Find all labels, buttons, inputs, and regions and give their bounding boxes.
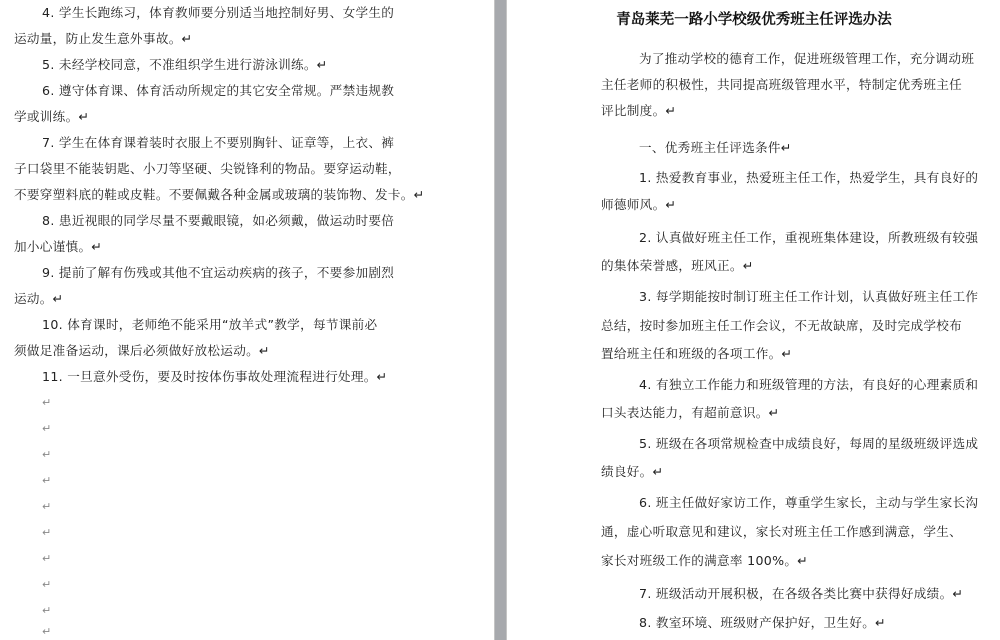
text-line: 4. 有独立工作能力和班级管理的方法，有良好的心理素质和 — [639, 377, 979, 392]
paragraph-mark: ↵ — [42, 578, 52, 591]
text-line: 子口袋里不能装钥匙、小刀等坚硬、尖锐锋利的物品。要穿运动鞋， — [14, 161, 401, 176]
text-line: 11. 一旦意外受伤，要及时按体伤事故处理流程进行处理。↵ — [42, 369, 388, 384]
text-line: 加小心谨慎。↵ — [14, 239, 103, 254]
section-heading: 一、优秀班主任评选条件↵ — [639, 140, 792, 155]
text-line: 评比制度。↵ — [601, 103, 677, 118]
paragraph-mark: ↵ — [42, 604, 52, 617]
paragraph-mark: ↵ — [42, 422, 52, 435]
document-page-right[interactable] — [506, 0, 1000, 640]
text-line: 2. 认真做好班主任工作，重视班集体建设，所教班级有较强 — [639, 230, 979, 245]
text-line: 运动。↵ — [14, 291, 64, 306]
text-line: 绩良好。↵ — [601, 464, 664, 479]
paragraph-mark: ↵ — [42, 448, 52, 461]
text-line: 学或训练。↵ — [14, 109, 90, 124]
paragraph-mark: ↵ — [42, 625, 52, 638]
text-line: 须做足准备运动，课后必须做好放松运动。↵ — [14, 343, 270, 358]
text-line: 10. 体育课时，老师绝不能采用“放羊式”教学，每节课前必 — [42, 317, 378, 332]
paragraph-mark: ↵ — [42, 474, 52, 487]
text-line: 8. 患近视眼的同学尽量不要戴眼镜，如必须戴，做运动时要倍 — [42, 213, 395, 228]
text-line: 8. 教室环境、班级财产保护好，卫生好。↵ — [639, 615, 886, 630]
text-line: 通，虚心听取意见和建议，家长对班主任工作感到满意，学生、 — [601, 524, 963, 539]
text-line: 总结，按时参加班主任工作会议，不无故缺席，及时完成学校布 — [601, 318, 963, 333]
text-line: 运动量，防止发生意外事故。↵ — [14, 31, 193, 46]
paragraph-mark: ↵ — [42, 396, 52, 409]
text-line: 5. 班级在各项常规检查中成绩良好，每周的星级班级评选成 — [639, 436, 979, 451]
text-line: 4. 学生长跑练习，体育教师要分别适当地控制好男、女学生的 — [42, 5, 395, 20]
paragraph-mark: ↵ — [42, 552, 52, 565]
text-line: 9. 提前了解有伤残或其他不宜运动疾病的孩子，不要参加剧烈 — [42, 265, 395, 280]
text-line: 的集体荣誉感，班风正。↵ — [601, 258, 754, 273]
text-line: 口头表达能力，有超前意识。↵ — [601, 405, 780, 420]
text-line: 为了推动学校的德育工作，促进班级管理工作，充分调动班 — [639, 51, 975, 66]
text-line: 3. 每学期能按时制订班主任工作计划，认真做好班主任工作 — [639, 289, 979, 304]
text-line: 7. 班级活动开展积极，在各级各类比赛中获得好成绩。↵ — [639, 586, 964, 601]
text-line: 主任老师的积极性，共同提高班级管理水平，特制定优秀班主任 — [601, 77, 963, 92]
document-page-left[interactable] — [0, 0, 495, 640]
text-line: 5. 未经学校同意，不准组织学生进行游泳训练。↵ — [42, 57, 328, 72]
document-title: 青岛莱芜一路小学校级优秀班主任评选办法 — [616, 12, 892, 28]
text-line: 7. 学生在体育课着装时衣服上不要别胸针、证章等，上衣、裤 — [42, 135, 395, 150]
text-line: 师德师风。↵ — [601, 197, 677, 212]
text-line: 1. 热爱教育事业，热爱班主任工作，热爱学生，具有良好的 — [639, 170, 979, 185]
paragraph-mark: ↵ — [42, 526, 52, 539]
text-line: 置给班主任和班级的各项工作。↵ — [601, 346, 793, 361]
text-line: 不要穿塑料底的鞋或皮鞋。不要佩戴各种金属或玻璃的装饰物、发卡。↵ — [14, 187, 425, 202]
text-line: 6. 遵守体育课、体育活动所规定的其它安全常规。严禁违规教 — [42, 83, 395, 98]
text-line: 6. 班主任做好家访工作，尊重学生家长，主动与学生家长沟 — [639, 495, 979, 510]
text-line: 家长对班级工作的满意率 100%。↵ — [601, 553, 809, 568]
paragraph-mark: ↵ — [42, 500, 52, 513]
